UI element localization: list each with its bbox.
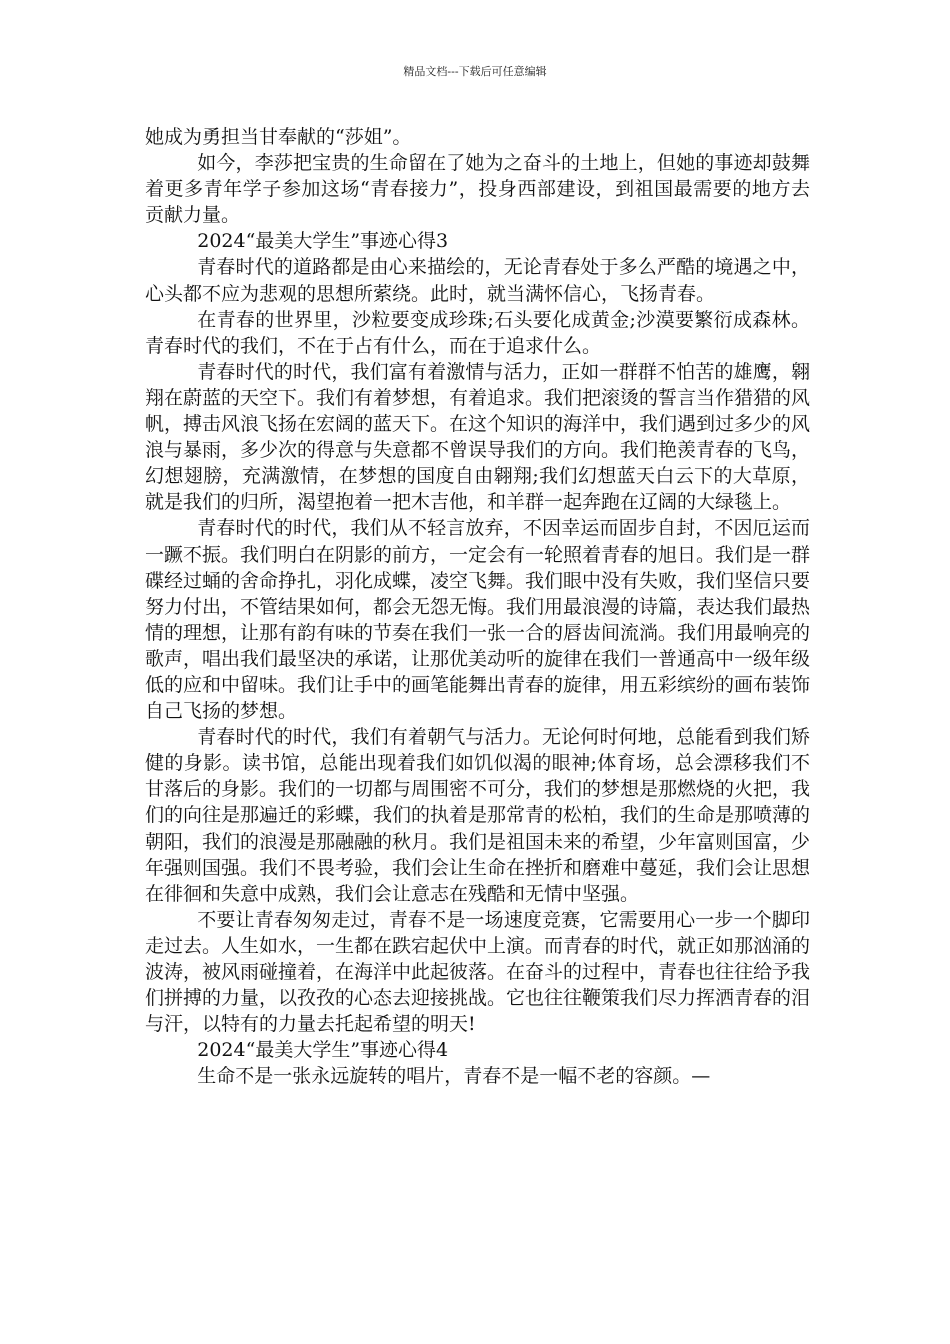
paragraph: 青春时代的时代，我们富有着激情与活力，正如一群群不怕苦的雄鹰，翱翔在蔚蓝的天空下。我们有着梦想，有着追求。我们把滚烫的誓言当作猎猎的风帆，搏击风浪飞扬在宏阔的蓝天下。在这个知识的海洋中，我们遇到过多少的风浪与暴雨，多少次的得意与失意都不曾误导我们的方向。我们艳羡青春的飞鸟，幻想翅膀，充满激情，在梦想的国度自由翱翔;我们幻想蓝天白云下的大草原，就是我们的归所，渴望抱着一把木吉他，和羊群一起奔跑在辽阔的大绿毯上。 xyxy=(145,360,811,514)
paragraph: 生命不是一张永远旋转的唱片，青春不是一幅不老的容颜。— xyxy=(197,1065,711,1088)
paragraph: 青春时代的时代，我们从不轻言放弃，不因幸运而固步自封，不因厄运而一蹶不振。我们明白在阴影的前方，一定会有一轮照着青春的旭日。我们是一群碟经过蛹的舍命挣扎，羽化成蝶，凌空飞舞。我们眼中没有失败，我们坚信只要努力付出，不管结果如何，都会无怨无悔。我们用最浪漫的诗篇，表达我们最热情的理想，让那有韵有味的节奏在我们一张一合的唇齿间流淌。我们用最响亮的歌声，唱出我们最坚决的承诺，让那优美动听的旋律在我们一普通高中一级年级低的应和中留味。我们让手中的画笔能舞出青春的旋律，用五彩缤纷的画布装饰自己飞扬的梦想。 xyxy=(145,517,811,723)
section-heading: 2024“最美大学生”事迹心得3 xyxy=(197,230,449,253)
section-heading: 2024“最美大学生”事迹心得4 xyxy=(197,1039,449,1062)
paragraph: 不要让青春匆匆走过，青春不是一场速度竞赛，它需要用心一步一个脚印走过去。人生如水，一生都在跌宕起伏中上演。而青春的时代，就正如那汹涌的波涛，被风雨碰撞着，在海洋中此起彼落。在奋斗的过程中，青春也往往给予我们拼搏的力量，以孜孜的心态去迎接挑战。它也往往鞭策我们尽力挥洒青春的泪与汗，以特有的力量去托起希望的明天! xyxy=(145,908,811,1036)
paragraph: 如今，李莎把宝贵的生命留在了她为之奋斗的土地上，但她的事迹却鼓舞着更多青年学子参加这场“青春接力”，投身西部建设，到祖国最需要的地方去贡献力量。 xyxy=(145,152,810,227)
paragraph: 她成为勇担当甘奉献的“莎姐”。 xyxy=(145,126,412,148)
document-body xyxy=(145,124,810,1089)
page-header: 精品文档---下载后可任意编辑 xyxy=(403,65,547,78)
paragraph: 青春时代的道路都是由心来描绘的，无论青春处于多么严酷的境遇之中，心头都不应为悲观的思想所萦绕。此时，就当满怀信心，飞扬青春。 xyxy=(145,256,810,305)
paragraph: 在青春的世界里，沙粒要变成珍珠;石头要化成黄金;沙漠要繁衍成森林。青春时代的我们，不在于占有什么，而在于追求什么。 xyxy=(145,308,810,357)
paragraph: 青春时代的时代，我们有着朝气与活力。无论何时何地，总能看到我们矫健的身影。读书馆，总能出现着我们如饥似渴的眼神;体育场，总会漂移我们不甘落后的身影。我们的一切都与周围密不可分，我们的梦想是那燃烧的火把，我们的向往是那遍迁的彩蝶，我们的执着是那常青的松柏，我们的生命是那喷薄的朝阳，我们的浪漫是那融融的秋月。我们是祖国未来的希望，少年富则国富，少年强则国强。我们不畏考验，我们会让生命在挫折和磨难中蔓延，我们会让思想在徘徊和失意中成熟，我们会让意志在残酷和无情中坚强。 xyxy=(145,726,811,905)
